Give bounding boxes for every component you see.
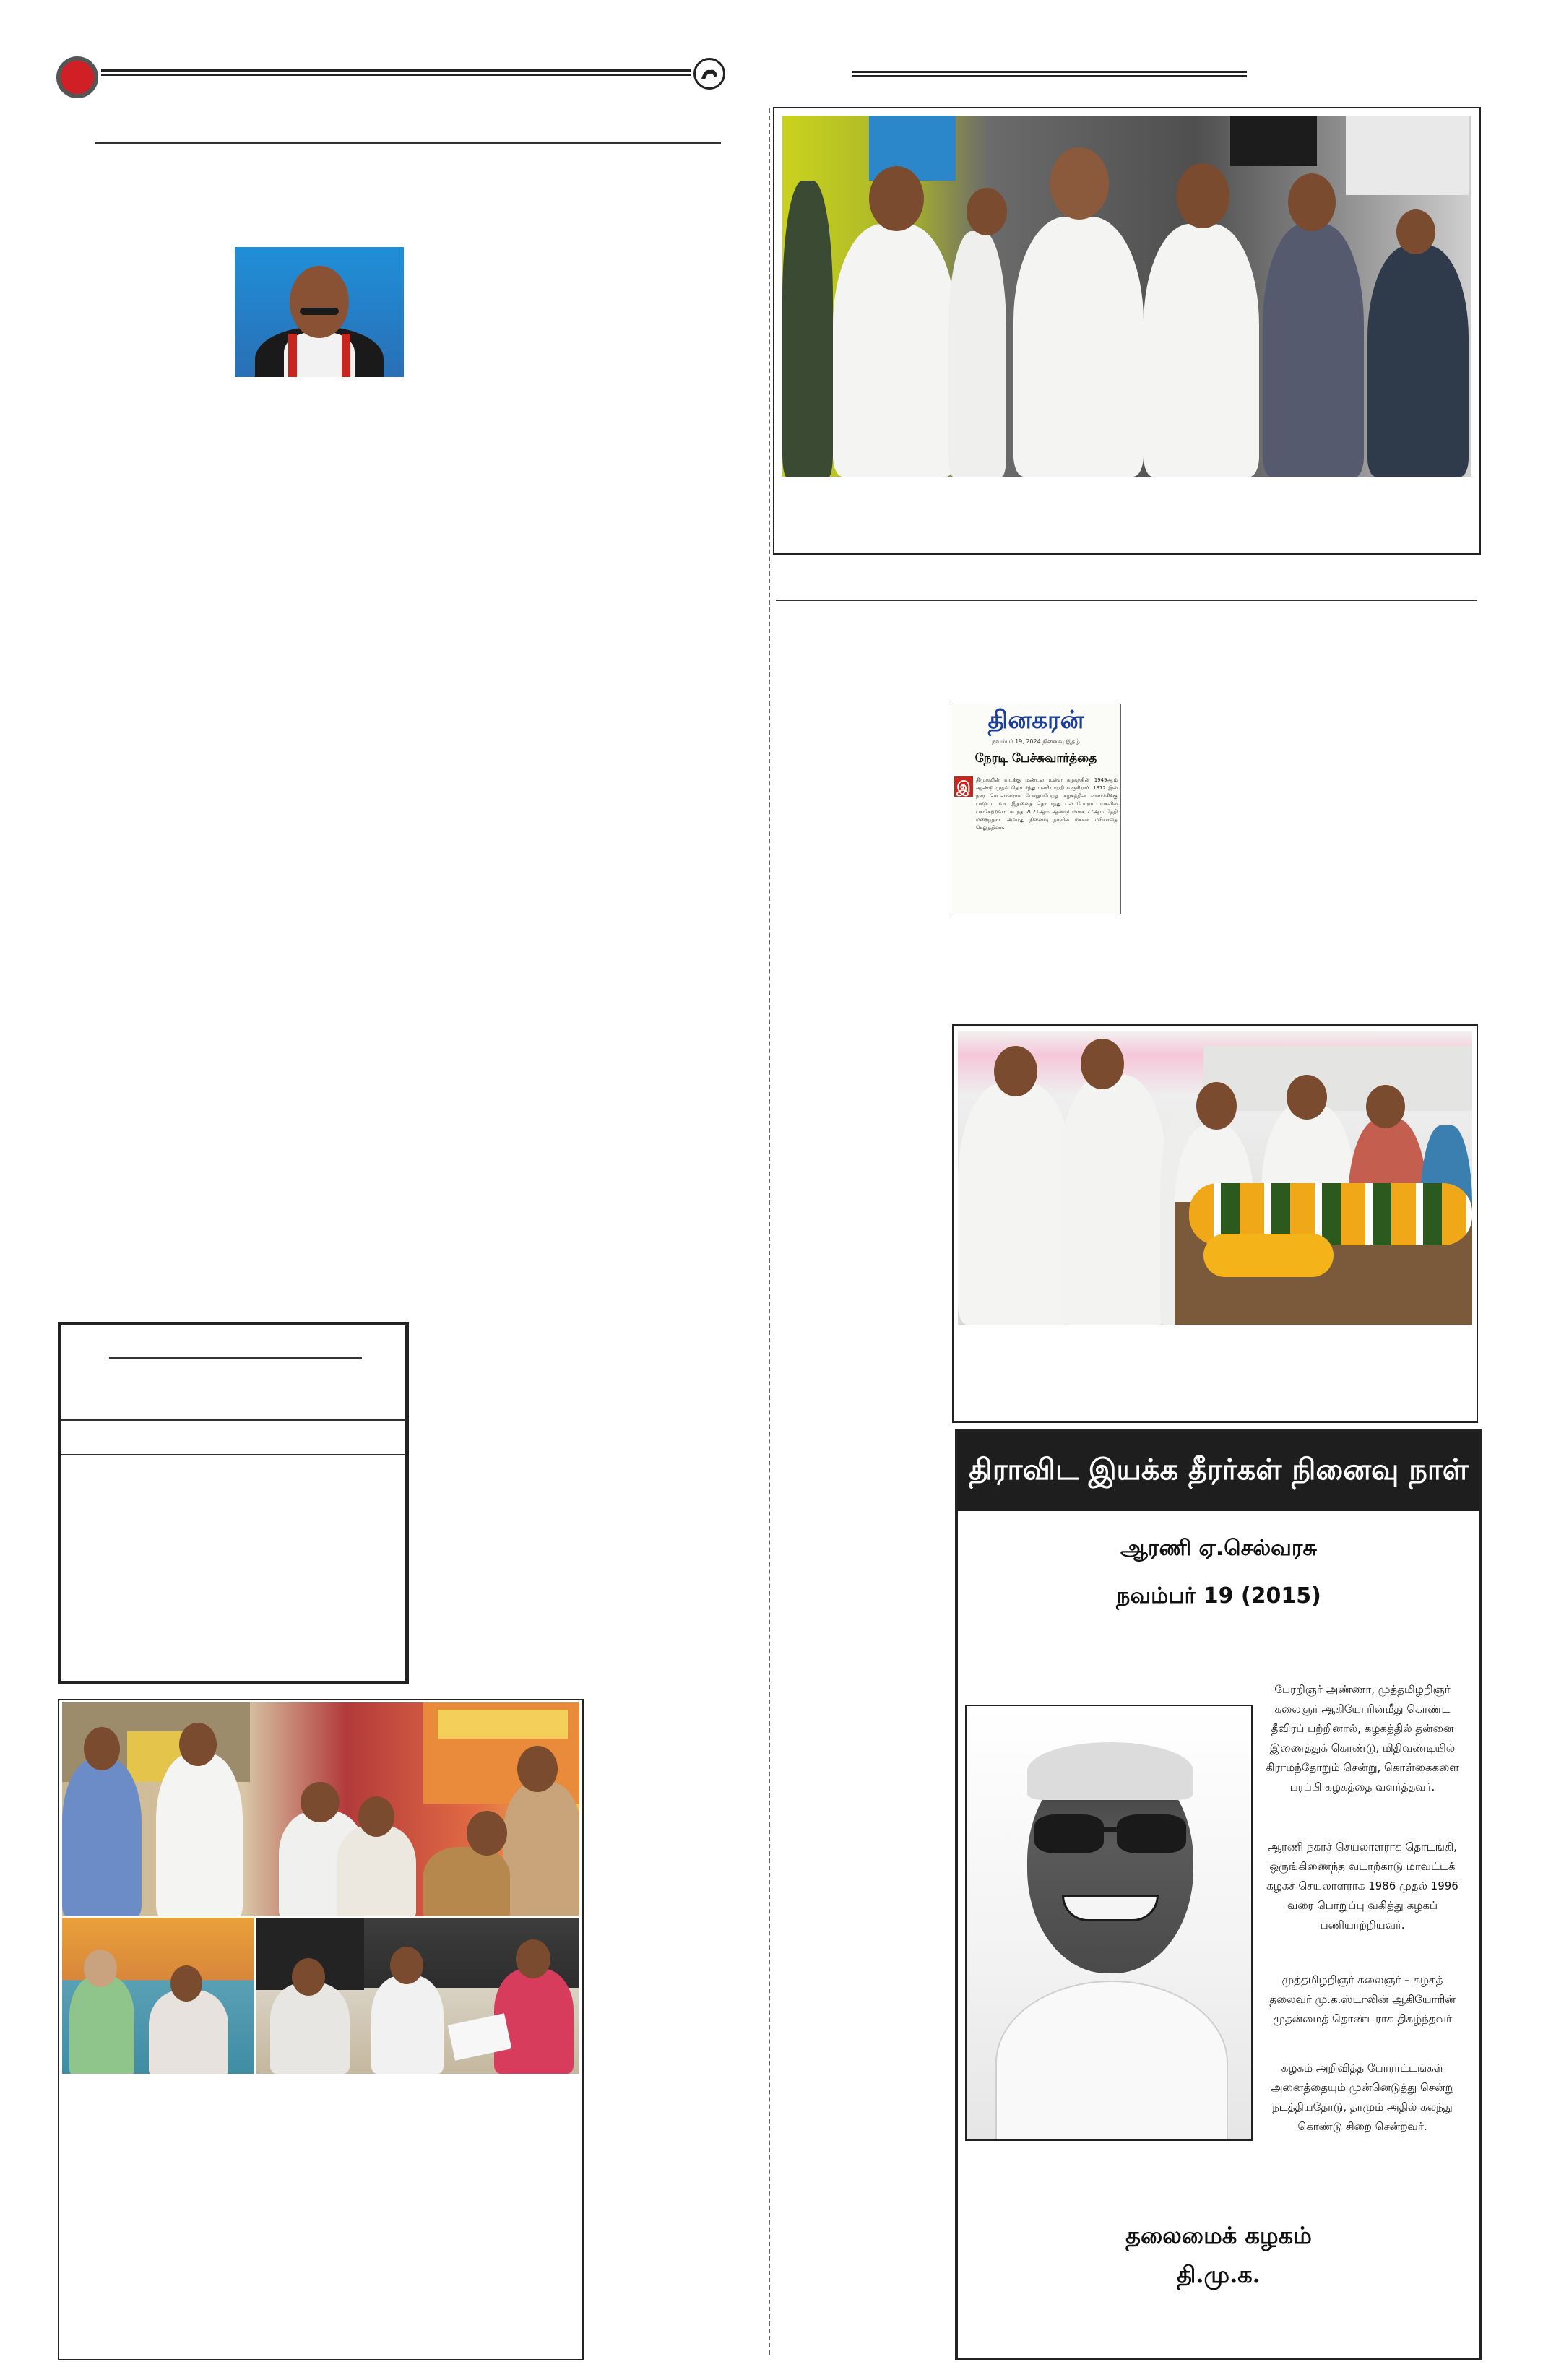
portrait-photo [235,247,404,377]
rising-sun-emblem-icon [693,58,725,90]
newspaper-clipping [951,704,1121,914]
tribute-photo [958,1031,1472,1325]
collage-photo-bottom-right [256,1918,579,2074]
memorial-ad-title: திராவிட இயக்க தீரர்கள் நினைவு நாள் [958,1432,1479,1511]
clipping-drop-cap: இ [954,776,973,797]
notice-box [58,1322,409,1684]
memorial-ad-date: நவம்பர் 19 (2015) [1116,1583,1321,1609]
left-section-rule [95,142,721,144]
memorial-ad-paragraph-1: பேரறிஞர் அண்ணா, முத்தமிழறிஞர் கலைஞர் ஆகியோரின்மீது கொண்ட தீவிரப் பற்றினால், கழகத்தில் தன்னை இணைத்துக் கொண்டு, மிதிவண்டியில் கிராமந்தோறும் சென்று, கொள்கைகளை பரப்பி கழகத்தை வளர்த்தவர். [1266,1683,1459,1793]
column-divider [769,108,770,2355]
clipping-masthead: தினகரன் [987,706,1084,735]
collage-photo-top [62,1702,579,1916]
group-photo [782,116,1471,477]
clipping-body: திமுகவின் வடக்கு மண்டல உள்ள கழகத்தின் 1949ஆம் ஆண்டு முதல் தொடர்ந்து பணியாற்றி வருகிறார். 1972 இல் நகர செயலாளராக பொறுப்பேற்று கழகத்தின் வளர்ச்சிக்கு பாடுபட்டவர். இதனைத் தொடர்ந்து பல போராட்டங்களில் பங்கேற்றவர். கடந்த 2021ஆம் ஆண்டு மார்ச் 27ஆம் தேதி மறைந்தார். அவரது நினைவு நாளில் மக்கள் மரியாதை செலுத்தினர். [976,777,1118,831]
memorial-portrait [965,1705,1253,2141]
memorial-ad-paragraph-4: கழகம் அறிவித்த போராட்டங்கள் அனைத்தையும் முன்னெடுத்து சென்று நடத்தியதோடு, தாமும் அதில் கலந்து கொண்டு சிறை சென்றவர். [1270,2061,1455,2133]
page-badge-icon [56,56,98,98]
memorial-ad-name: ஆரணி ஏ.செல்வரசு [1120,1536,1317,1561]
collage-photo-bottom-left [62,1918,254,2074]
right-section-rule [776,600,1477,601]
memorial-ad-footer-line2: தி.மு.க. [1177,2261,1261,2288]
right-header-rule [852,71,1247,77]
clipping-headline: நேரடி பேச்சுவார்த்தை [974,751,1097,766]
clipping-dateline: நவம்பர் 19, 2024 நினைவு இதழ் [992,738,1080,745]
memorial-ad-footer-line1: தலைமைக் கழகம் [1125,2222,1312,2249]
header-rule [101,69,691,76]
memorial-ad-paragraph-3: முத்தமிழறிஞர் கலைஞர் – கழகத் தலைவர் மு.க.ஸ்டாலின் ஆகியோரின் முதன்மைத் தொண்டராக திகழ்ந்தவர் [1269,1973,1456,2025]
memorial-ad-paragraph-2: ஆரணி நகரச் செயலாளராக தொடங்கி, ஒருங்கிணைந்த வடாற்காடு மாவட்டக் கழகச் செயலாளராக 1986 முதல் 1996 வரை பொறுப்பு வகித்து கழகப் பணியாற்றியவர். [1266,1840,1458,1931]
